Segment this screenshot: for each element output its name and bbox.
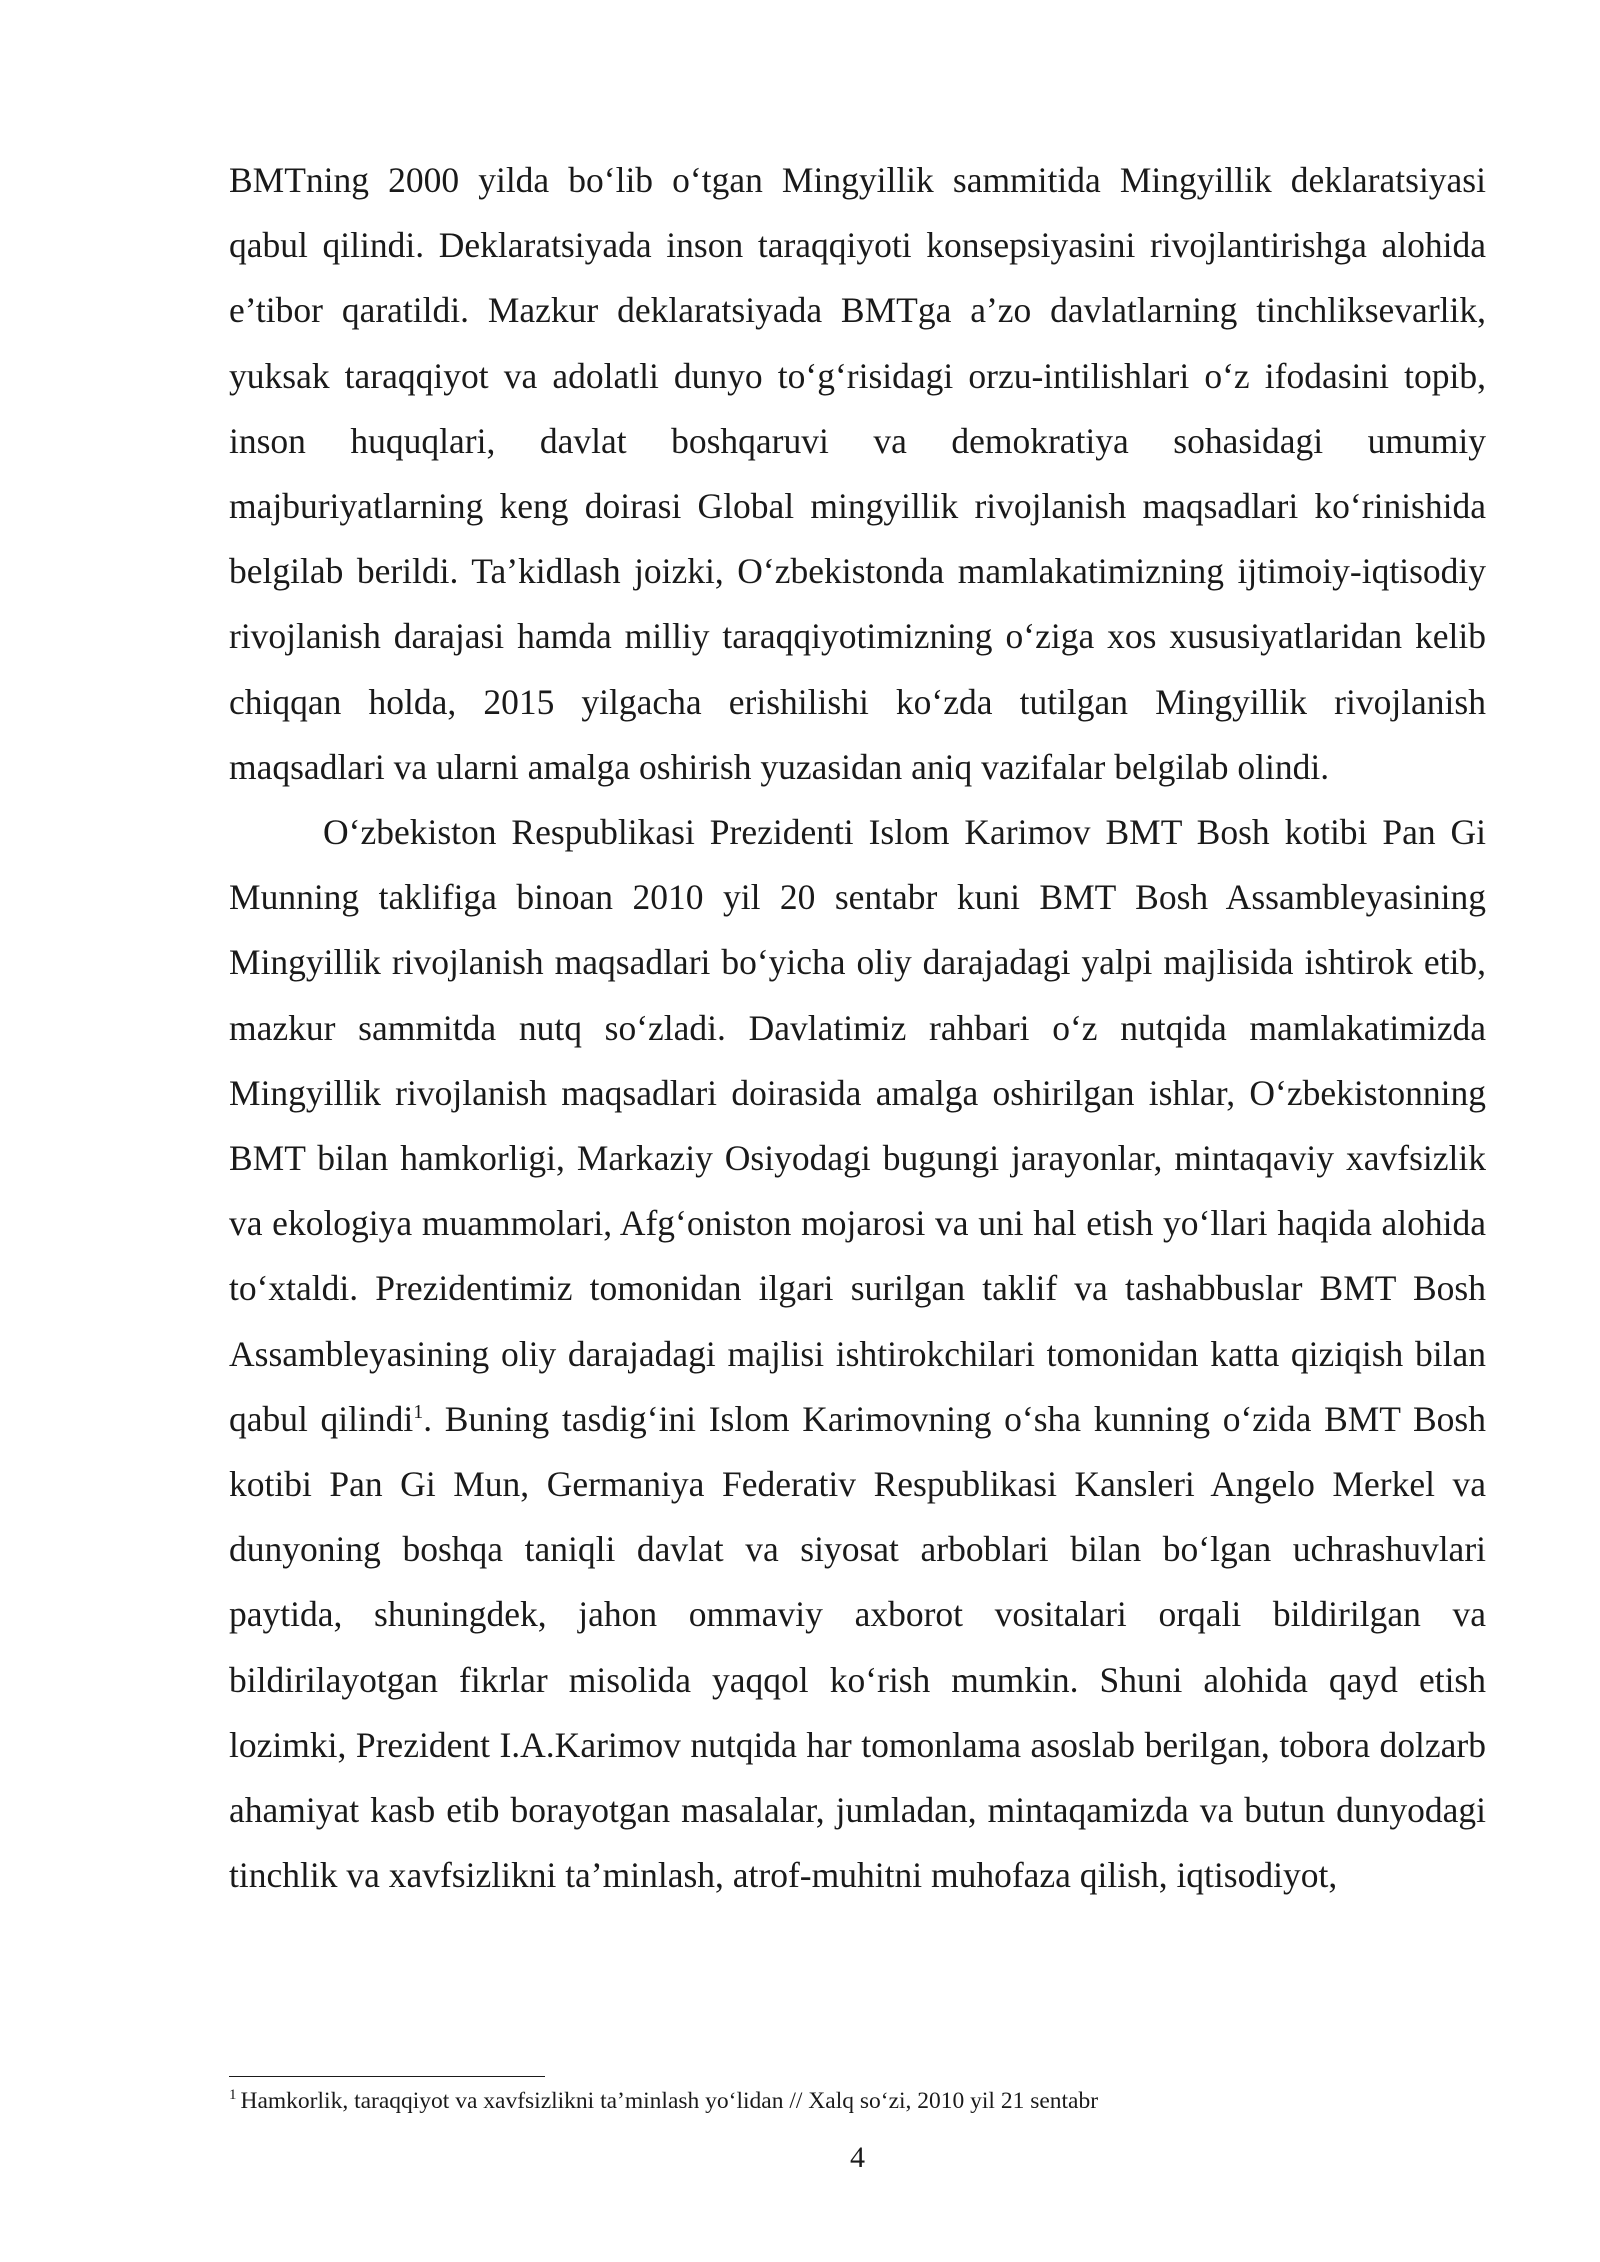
page-number: 4: [850, 2141, 865, 2174]
footnote-reference[interactable]: 1: [413, 1401, 424, 1424]
paragraph-2-text-before-ref: O‘zbekiston Respublikasi Prezidenti Islom Karimov BMT Bosh kotibi Pan Gi Munning taklifiga binoan 2010 yil 20 sentabr kuni BMT Bosh Assambleyasining Mingyillik rivojlanish maqsadlari bo‘yicha oliy darajadagi yalpi majlisida ishtirok etib, mazkur sammitda nutq so‘zladi. Davlatimiz rahbari o‘z nutqida mamlakatimizda Mingyillik rivojlanish maqsadlari doirasida amalga oshirilgan ishlar, O‘zbekistonning BMT bilan hamkorligi, Markaziy Osiyodagi bugungi jarayonlar, mintaqaviy xavfsizlik va ekologiya muammolari, Afg‘oniston mojarosi va uni hal etish yo‘llari haqida alohida to‘xtaldi. Prezidentimiz tomonidan ilgari surilgan taklif va tashabbuslar BMT Bosh Assambleyasining oliy darajadagi majlisi ishtirokchilari tomonidan katta qiziqish bilan qabul qilindi: [229, 812, 1486, 1439]
footnote: [229, 2085, 1486, 2117]
paragraph-1: BMTning 2000 yilda bo‘lib o‘tgan Mingyillik sammitida Mingyillik deklaratsiyasi qabul qilindi. Deklaratsiyada inson taraqqiyoti konsepsiyasini rivojlantirishga alohida e’tibor qaratildi. Mazkur deklaratsiyada BMTga a’zo davlatlarning tinchliksevarlik, yuksak taraqqiyot va adolatli dunyo to‘g‘risidagi orzu-intilishlari o‘z ifodasini topib, inson huquqlari, davlat boshqaruvi va demokratiya sohasidagi umumiy majburiyatlarning keng doirasi Global mingyillik rivojlanish maqsadlari ko‘rinishida belgilab berildi. Ta’kidlash joizki, O‘zbekistonda mamlakatimizning ijtimoiy-iqtisodiy rivojlanish darajasi hamda milliy taraqqiyotimizning o‘ziga xos xususiyatlaridan kelib chiqqan holda, 2015 yilgacha erishilishi ko‘zda tutilgan Mingyillik rivojlanish maqsadlari va ularni amalga oshirish yuzasidan aniq vazifalar belgilab olindi.: [229, 160, 1486, 787]
footnote-number: 1: [229, 2087, 237, 2104]
paragraph-2: [229, 800, 1486, 1908]
paragraph-2-text-after-ref: . Buning tasdig‘ini Islom Karimovning o‘sha kunning o‘zida BMT Bosh kotibi Pan Gi Mun, Germaniya Federativ Respublikasi Kansleri Angelo Merkel va dunyoning boshqa taniqli davlat va siyosat arboblari bilan bo‘lgan uchrashuvlari paytida, shuningdek, jahon ommaviy axborot vositalari orqali bildirilgan va bildirilayotgan fikrlar misolida yaqqol ko‘rish mumkin. Shuni alohida qayd etish lozimki, Prezident I.A.Karimov nutqida har tomonlama asoslab berilgan, tobora dolzarb ahamiyat kasb etib borayotgan masalalar, jumladan, mintaqamizda va butun dunyodagi tinchlik va xavfsizlikni ta’minlash, atrof-muhitni muhofaza qilish, iqtisodiyot,: [229, 1398, 1486, 1896]
footnote-text: Hamkorlik, taraqqiyot va xavfsizlikni ta’minlash yo‘lidan // Xalq so‘zi, 2010 yil 21 sentabr: [240, 2088, 1099, 2114]
footnote-separator: [229, 2076, 545, 2077]
body-text: [229, 148, 1486, 1908]
